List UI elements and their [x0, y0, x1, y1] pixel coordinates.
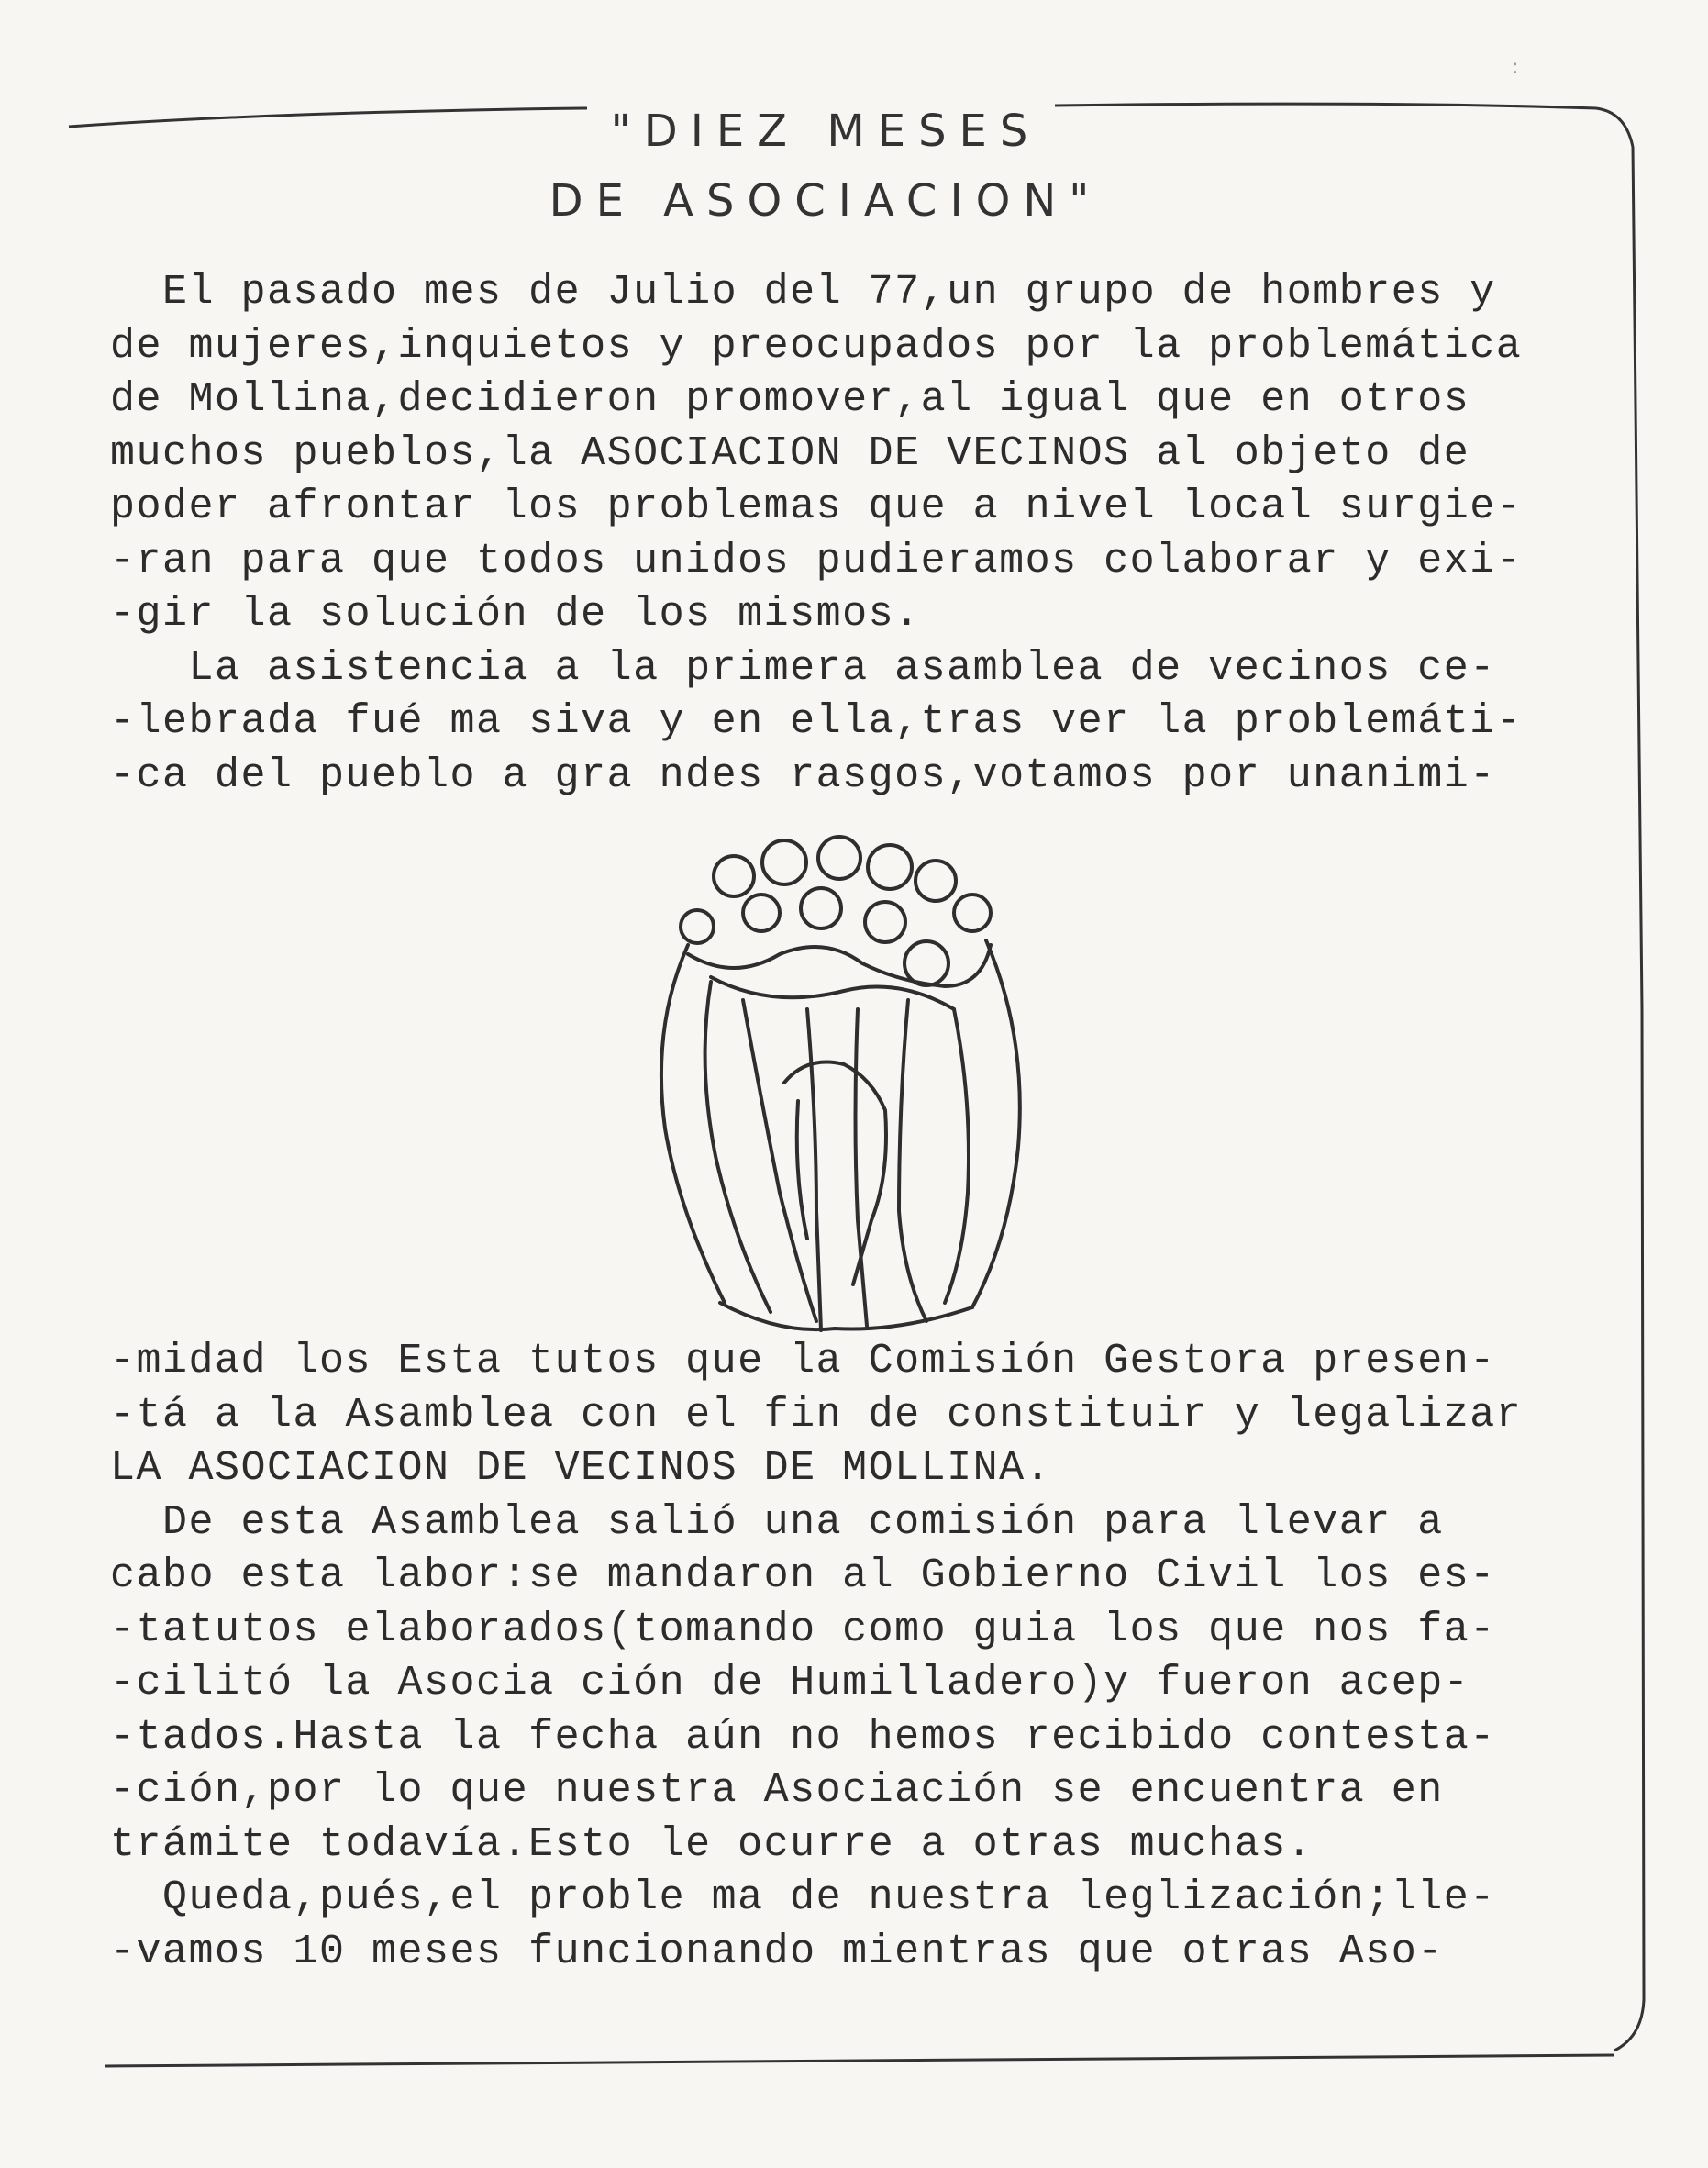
text-line: poder afrontar los problemas que a nivel local surgie- [110, 484, 1523, 530]
text-line: -vamos 10 meses funcionando mientras que otras Aso- [110, 1928, 1444, 1975]
body-right-outer [972, 940, 1020, 1307]
head-11 [904, 941, 948, 985]
head-10 [865, 902, 905, 942]
body-center [807, 1009, 821, 1330]
text-line: trámite todavía.Esto le ocurre a otras muchas. [110, 1820, 1314, 1868]
title-line-2: DE ASOCIACION" [549, 175, 1103, 227]
people-embrace-illustration [624, 826, 1101, 1340]
text-line: -gir la solución de los mismos. [110, 591, 921, 638]
head-3 [818, 837, 860, 879]
text-line: -ca del pueblo a gra ndes rasgos,votamos por unanimi- [110, 751, 1496, 799]
head-5 [915, 861, 956, 901]
body-center-right [856, 1009, 868, 1326]
text-line: -ción,por lo que nuestra Asociación se encuentra en [110, 1767, 1444, 1814]
head-4 [868, 845, 912, 889]
article-title [495, 96, 1156, 236]
body-right [945, 1009, 969, 1303]
head-6 [954, 895, 991, 931]
text-line: El pasado mes de Julio del 77,un grupo de hombres y [110, 269, 1496, 316]
text-line: -ran para que todos unidos pudieramos colaborar y exi- [110, 537, 1523, 584]
text-line: La asistencia a la primera asamblea de vecinos ce- [110, 644, 1496, 692]
article-body-top [110, 266, 1633, 803]
head-1 [714, 856, 754, 896]
text-line: -cilitó la Asocia ción de Humilladero)y fueron acep- [110, 1660, 1470, 1707]
head-7 [681, 910, 714, 943]
text-line: -lebrada fué ma siva y en ella,tras ver la problemáti- [110, 698, 1523, 745]
title-line-1: "DIEZ MESES [610, 106, 1041, 157]
text-line: de mujeres,inquietos y preocupados por la problemática [110, 322, 1523, 370]
text-line: -tatutos elaborados(tomando como guia los que nos fa- [110, 1606, 1496, 1653]
body-left [705, 982, 771, 1312]
feet [720, 1303, 972, 1329]
text-line: muchos pueblos,la ASOCIACION DE VECINOS al objeto de [110, 429, 1470, 477]
head-2 [762, 840, 806, 884]
text-line: De esta Asamblea salió una comisión para llevar a [110, 1498, 1444, 1546]
text-line: cabo esta labor:se mandaron al Gobierno Civil los es- [110, 1552, 1496, 1599]
body-right-mid [899, 1000, 926, 1321]
text-line: Queda,pués,el proble ma de nuestra leglización;lle- [110, 1874, 1496, 1921]
inner-figure [784, 1062, 886, 1285]
head-9 [801, 888, 841, 928]
text-line: -tados.Hasta la fecha aún no hemos recibido contesta- [110, 1713, 1496, 1761]
text-line: -midad los Esta tutos que la Comisión Gestora presen- [110, 1338, 1496, 1384]
text-line: -tá a la Asamblea con el fin de constituir y legalizar [110, 1391, 1523, 1439]
body-left-outer [661, 945, 725, 1303]
text-line: LA ASOCIACION DE VECINOS DE MOLLINA. [110, 1445, 1052, 1492]
article-body-bottom [110, 1335, 1633, 1979]
text-line: de Mollina,decidieron promover,al igual que en otros [110, 376, 1470, 423]
head-8 [743, 895, 780, 931]
stray-mark: : [1512, 56, 1519, 79]
border-bottom [105, 2055, 1614, 2066]
